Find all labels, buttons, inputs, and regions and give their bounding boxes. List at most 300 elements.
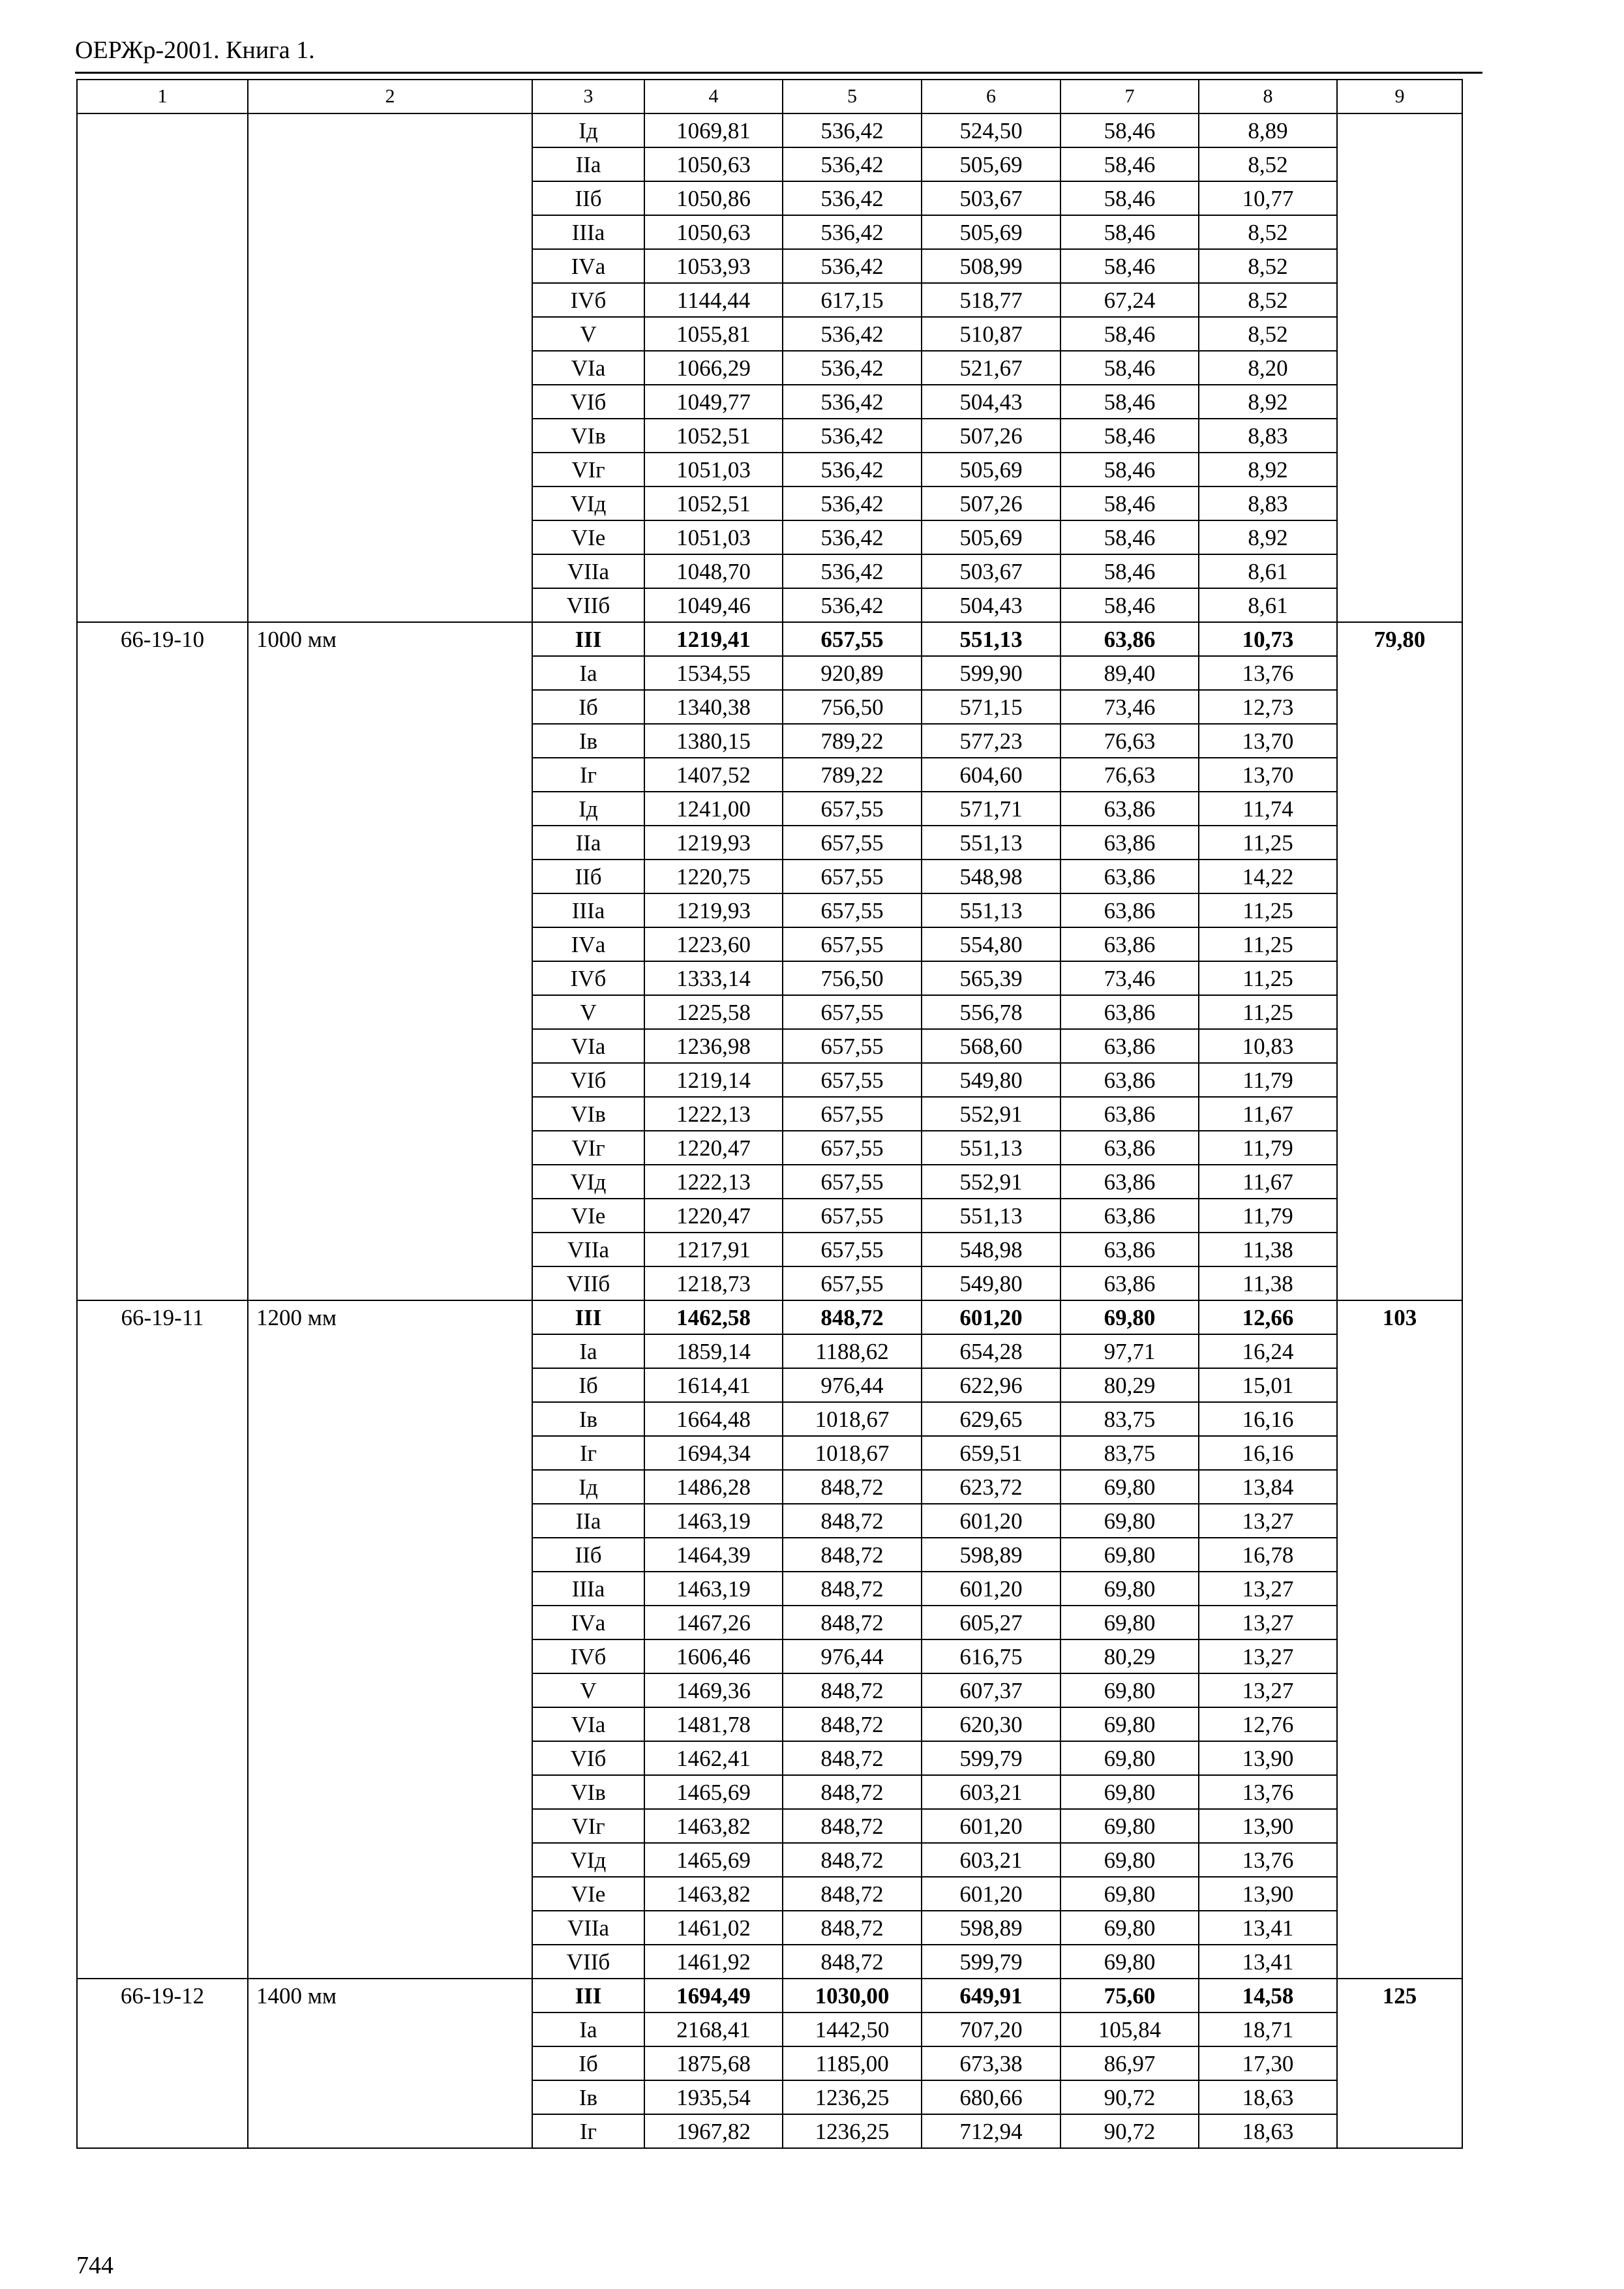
value-cell: 536,42 bbox=[783, 249, 922, 283]
value-cell: 601,20 bbox=[922, 1300, 1060, 1334]
value-cell: 58,46 bbox=[1060, 249, 1199, 283]
value-cell: 503,67 bbox=[922, 554, 1060, 588]
value-cell: 1467,26 bbox=[644, 1606, 783, 1639]
column-header: 3 bbox=[532, 80, 644, 113]
value-cell: 548,98 bbox=[922, 1233, 1060, 1266]
value-cell: 89,40 bbox=[1060, 656, 1199, 690]
column-header: 9 bbox=[1337, 80, 1462, 113]
value-cell: 1694,34 bbox=[644, 1436, 783, 1470]
zone-code-cell: IIб bbox=[532, 1538, 644, 1572]
zone-code-cell: Iг bbox=[532, 2114, 644, 2148]
value-cell: 657,55 bbox=[783, 1233, 922, 1266]
value-cell: 1018,67 bbox=[783, 1436, 922, 1470]
value-cell: 554,80 bbox=[922, 927, 1060, 961]
zone-code-cell: Iд bbox=[532, 113, 644, 147]
zone-code-cell: Iг bbox=[532, 1436, 644, 1470]
zone-code-cell: IVа bbox=[532, 249, 644, 283]
value-cell: 11,25 bbox=[1199, 826, 1337, 860]
value-cell: 505,69 bbox=[922, 520, 1060, 554]
value-cell: 80,29 bbox=[1060, 1368, 1199, 1402]
value-cell: 659,51 bbox=[922, 1436, 1060, 1470]
value-cell: 83,75 bbox=[1060, 1402, 1199, 1436]
value-cell: 58,46 bbox=[1060, 317, 1199, 351]
value-cell: 63,86 bbox=[1060, 826, 1199, 860]
value-cell: 536,42 bbox=[783, 215, 922, 249]
zone-code-cell: VIг bbox=[532, 1131, 644, 1165]
value-cell: 1050,86 bbox=[644, 181, 783, 215]
value-cell: 657,55 bbox=[783, 826, 922, 860]
value-cell: 848,72 bbox=[783, 1911, 922, 1945]
value-cell: 536,42 bbox=[783, 147, 922, 181]
value-cell: 536,42 bbox=[783, 317, 922, 351]
value-cell: 13,41 bbox=[1199, 1945, 1337, 1979]
value-cell: 603,21 bbox=[922, 1775, 1060, 1809]
value-cell: 622,96 bbox=[922, 1368, 1060, 1402]
value-cell: 12,66 bbox=[1199, 1300, 1337, 1334]
value-cell: 1188,62 bbox=[783, 1334, 922, 1368]
value-cell: 1463,19 bbox=[644, 1572, 783, 1606]
value-cell: 76,63 bbox=[1060, 758, 1199, 792]
zone-code-cell: Iв bbox=[532, 2080, 644, 2114]
zone-code-cell: Iа bbox=[532, 2012, 644, 2046]
zone-code-cell: IIIа bbox=[532, 893, 644, 927]
value-cell: 673,38 bbox=[922, 2046, 1060, 2080]
column-9-value: 103 bbox=[1337, 1300, 1462, 1979]
value-cell: 551,13 bbox=[922, 1131, 1060, 1165]
table-row bbox=[77, 1979, 1462, 2012]
zone-code-cell: VIа bbox=[532, 1029, 644, 1063]
value-cell: 69,80 bbox=[1060, 1572, 1199, 1606]
zone-code-cell: VIг bbox=[532, 1809, 644, 1843]
value-cell: 1051,03 bbox=[644, 453, 783, 486]
value-cell: 17,30 bbox=[1199, 2046, 1337, 2080]
value-cell: 11,79 bbox=[1199, 1131, 1337, 1165]
value-cell: 80,29 bbox=[1060, 1639, 1199, 1673]
value-cell: 848,72 bbox=[783, 1707, 922, 1741]
zone-code-cell: VIе bbox=[532, 1199, 644, 1233]
value-cell: 1236,25 bbox=[783, 2114, 922, 2148]
zone-code-cell: III bbox=[532, 1300, 644, 1334]
value-cell: 607,37 bbox=[922, 1673, 1060, 1707]
value-cell: 505,69 bbox=[922, 215, 1060, 249]
value-cell: 58,46 bbox=[1060, 215, 1199, 249]
zone-code-cell: IIб bbox=[532, 860, 644, 893]
zone-code-cell: VIIа bbox=[532, 554, 644, 588]
value-cell: 8,83 bbox=[1199, 419, 1337, 453]
value-cell: 13,27 bbox=[1199, 1673, 1337, 1707]
value-cell: 73,46 bbox=[1060, 690, 1199, 724]
value-cell: 11,25 bbox=[1199, 995, 1337, 1029]
value-cell: 848,72 bbox=[783, 1300, 922, 1334]
item-code bbox=[77, 113, 248, 622]
value-cell: 8,52 bbox=[1199, 147, 1337, 181]
zone-code-cell: V bbox=[532, 995, 644, 1029]
value-cell: 605,27 bbox=[922, 1606, 1060, 1639]
zone-code-cell: Iв bbox=[532, 1402, 644, 1436]
zone-code-cell: VIIа bbox=[532, 1911, 644, 1945]
zone-code-cell: IIб bbox=[532, 181, 644, 215]
value-cell: 58,46 bbox=[1060, 588, 1199, 622]
value-cell: 69,80 bbox=[1060, 1673, 1199, 1707]
value-cell: 67,24 bbox=[1060, 283, 1199, 317]
value-cell: 1219,93 bbox=[644, 826, 783, 860]
value-cell: 63,86 bbox=[1060, 622, 1199, 656]
value-cell: 536,42 bbox=[783, 113, 922, 147]
zone-code-cell: IIа bbox=[532, 1504, 644, 1538]
value-cell: 657,55 bbox=[783, 860, 922, 893]
value-cell: 8,92 bbox=[1199, 520, 1337, 554]
value-cell: 657,55 bbox=[783, 1029, 922, 1063]
value-cell: 8,92 bbox=[1199, 385, 1337, 419]
value-cell: 1048,70 bbox=[644, 554, 783, 588]
value-cell: 63,86 bbox=[1060, 792, 1199, 826]
value-cell: 598,89 bbox=[922, 1538, 1060, 1572]
value-cell: 1463,82 bbox=[644, 1809, 783, 1843]
value-cell: 13,27 bbox=[1199, 1504, 1337, 1538]
item-name: 1200 мм bbox=[248, 1300, 532, 1979]
value-cell: 8,83 bbox=[1199, 486, 1337, 520]
value-cell: 1066,29 bbox=[644, 351, 783, 385]
value-cell: 976,44 bbox=[783, 1368, 922, 1402]
value-cell: 11,25 bbox=[1199, 961, 1337, 995]
value-cell: 58,46 bbox=[1060, 385, 1199, 419]
zone-code-cell: VIIб bbox=[532, 1266, 644, 1300]
value-cell: 69,80 bbox=[1060, 1911, 1199, 1945]
item-code: 66-19-12 bbox=[77, 1979, 248, 2148]
value-cell: 551,13 bbox=[922, 826, 1060, 860]
value-cell: 536,42 bbox=[783, 486, 922, 520]
value-cell: 18,71 bbox=[1199, 2012, 1337, 2046]
value-cell: 1049,77 bbox=[644, 385, 783, 419]
value-cell: 1052,51 bbox=[644, 486, 783, 520]
value-cell: 8,61 bbox=[1199, 588, 1337, 622]
value-cell: 1050,63 bbox=[644, 215, 783, 249]
column-header: 8 bbox=[1199, 80, 1337, 113]
value-cell: 604,60 bbox=[922, 758, 1060, 792]
value-cell: 657,55 bbox=[783, 995, 922, 1029]
value-cell: 756,50 bbox=[783, 690, 922, 724]
value-cell: 504,43 bbox=[922, 588, 1060, 622]
value-cell: 657,55 bbox=[783, 1097, 922, 1131]
value-cell: 1333,14 bbox=[644, 961, 783, 995]
value-cell: 15,01 bbox=[1199, 1368, 1337, 1402]
value-cell: 848,72 bbox=[783, 1673, 922, 1707]
value-cell: 601,20 bbox=[922, 1504, 1060, 1538]
value-cell: 598,89 bbox=[922, 1911, 1060, 1945]
column-9-value: 125 bbox=[1337, 1979, 1462, 2148]
value-cell: 1220,47 bbox=[644, 1199, 783, 1233]
zone-code-cell: VIд bbox=[532, 486, 644, 520]
value-cell: 13,27 bbox=[1199, 1639, 1337, 1673]
value-cell: 616,75 bbox=[922, 1639, 1060, 1673]
value-cell: 536,42 bbox=[783, 588, 922, 622]
zone-code-cell: IIа bbox=[532, 147, 644, 181]
value-cell: 58,46 bbox=[1060, 520, 1199, 554]
value-cell: 8,20 bbox=[1199, 351, 1337, 385]
value-cell: 58,46 bbox=[1060, 351, 1199, 385]
value-cell: 1461,02 bbox=[644, 1911, 783, 1945]
value-cell: 556,78 bbox=[922, 995, 1060, 1029]
value-cell: 16,24 bbox=[1199, 1334, 1337, 1368]
zone-code-cell: Iд bbox=[532, 792, 644, 826]
value-cell: 58,46 bbox=[1060, 486, 1199, 520]
zone-code-cell: IVа bbox=[532, 1606, 644, 1639]
value-cell: 848,72 bbox=[783, 1470, 922, 1504]
value-cell: 620,30 bbox=[922, 1707, 1060, 1741]
value-cell: 1461,92 bbox=[644, 1945, 783, 1979]
value-cell: 1340,38 bbox=[644, 690, 783, 724]
value-cell: 1875,68 bbox=[644, 2046, 783, 2080]
value-cell: 1218,73 bbox=[644, 1266, 783, 1300]
value-cell: 548,98 bbox=[922, 860, 1060, 893]
value-cell: 1465,69 bbox=[644, 1775, 783, 1809]
value-cell: 11,79 bbox=[1199, 1199, 1337, 1233]
zone-code-cell: III bbox=[532, 1979, 644, 2012]
value-cell: 551,13 bbox=[922, 1199, 1060, 1233]
zone-code-cell: IVб bbox=[532, 1639, 644, 1673]
table-row bbox=[77, 113, 1462, 147]
value-cell: 657,55 bbox=[783, 893, 922, 927]
value-cell: 1051,03 bbox=[644, 520, 783, 554]
value-cell: 657,55 bbox=[783, 792, 922, 826]
value-cell: 16,78 bbox=[1199, 1538, 1337, 1572]
zone-code-cell: IIа bbox=[532, 826, 644, 860]
zone-code-cell: VIIб bbox=[532, 588, 644, 622]
value-cell: 848,72 bbox=[783, 1775, 922, 1809]
value-cell: 1967,82 bbox=[644, 2114, 783, 2148]
value-cell: 629,65 bbox=[922, 1402, 1060, 1436]
value-cell: 756,50 bbox=[783, 961, 922, 995]
value-cell: 601,20 bbox=[922, 1572, 1060, 1606]
value-cell: 599,79 bbox=[922, 1741, 1060, 1775]
value-cell: 1030,00 bbox=[783, 1979, 922, 2012]
zone-code-cell: VIIб bbox=[532, 1945, 644, 1979]
value-cell: 1462,58 bbox=[644, 1300, 783, 1334]
table-row bbox=[77, 622, 1462, 656]
value-cell: 10,77 bbox=[1199, 181, 1337, 215]
value-cell: 1185,00 bbox=[783, 2046, 922, 2080]
value-cell: 13,90 bbox=[1199, 1877, 1337, 1911]
value-cell: 75,60 bbox=[1060, 1979, 1199, 2012]
value-cell: 16,16 bbox=[1199, 1402, 1337, 1436]
zone-code-cell: Iа bbox=[532, 1334, 644, 1368]
value-cell: 848,72 bbox=[783, 1741, 922, 1775]
value-cell: 503,67 bbox=[922, 181, 1060, 215]
value-cell: 505,69 bbox=[922, 453, 1060, 486]
value-cell: 8,92 bbox=[1199, 453, 1337, 486]
value-cell: 565,39 bbox=[922, 961, 1060, 995]
zone-code-cell: Iд bbox=[532, 1470, 644, 1504]
value-cell: 551,13 bbox=[922, 622, 1060, 656]
value-cell: 13,27 bbox=[1199, 1606, 1337, 1639]
column-header: 2 bbox=[248, 80, 532, 113]
page-header-title: ОЕРЖр-2001. Книга 1. bbox=[75, 37, 315, 64]
value-cell: 657,55 bbox=[783, 1266, 922, 1300]
value-cell: 73,46 bbox=[1060, 961, 1199, 995]
value-cell: 8,52 bbox=[1199, 249, 1337, 283]
value-cell: 1053,93 bbox=[644, 249, 783, 283]
value-cell: 1463,82 bbox=[644, 1877, 783, 1911]
value-cell: 1694,49 bbox=[644, 1979, 783, 2012]
value-cell: 1217,91 bbox=[644, 1233, 783, 1266]
value-cell: 1220,47 bbox=[644, 1131, 783, 1165]
value-cell: 69,80 bbox=[1060, 1707, 1199, 1741]
value-cell: 571,71 bbox=[922, 792, 1060, 826]
value-cell: 69,80 bbox=[1060, 1843, 1199, 1877]
value-cell: 518,77 bbox=[922, 283, 1060, 317]
value-cell: 536,42 bbox=[783, 351, 922, 385]
value-cell: 1236,25 bbox=[783, 2080, 922, 2114]
value-cell: 11,38 bbox=[1199, 1233, 1337, 1266]
value-cell: 508,99 bbox=[922, 249, 1060, 283]
value-cell: 571,15 bbox=[922, 690, 1060, 724]
value-cell: 848,72 bbox=[783, 1606, 922, 1639]
zone-code-cell: VIб bbox=[532, 1063, 644, 1097]
value-cell: 69,80 bbox=[1060, 1606, 1199, 1639]
value-cell: 1614,41 bbox=[644, 1368, 783, 1402]
value-cell: 504,43 bbox=[922, 385, 1060, 419]
value-cell: 13,70 bbox=[1199, 758, 1337, 792]
value-cell: 11,25 bbox=[1199, 927, 1337, 961]
value-cell: 58,46 bbox=[1060, 113, 1199, 147]
value-cell: 536,42 bbox=[783, 453, 922, 486]
column-9-value: 79,80 bbox=[1337, 622, 1462, 1300]
value-cell: 603,21 bbox=[922, 1843, 1060, 1877]
zone-code-cell: V bbox=[532, 1673, 644, 1707]
zone-code-cell: IVб bbox=[532, 961, 644, 995]
value-cell: 1018,67 bbox=[783, 1402, 922, 1436]
value-cell: 13,76 bbox=[1199, 1843, 1337, 1877]
value-cell: 848,72 bbox=[783, 1572, 922, 1606]
value-cell: 1220,75 bbox=[644, 860, 783, 893]
value-cell: 69,80 bbox=[1060, 1775, 1199, 1809]
zone-code-cell: VIе bbox=[532, 520, 644, 554]
value-cell: 1241,00 bbox=[644, 792, 783, 826]
value-cell: 920,89 bbox=[783, 656, 922, 690]
value-cell: 69,80 bbox=[1060, 1741, 1199, 1775]
value-cell: 657,55 bbox=[783, 1131, 922, 1165]
column-header: 1 bbox=[77, 80, 248, 113]
value-cell: 848,72 bbox=[783, 1945, 922, 1979]
value-cell: 549,80 bbox=[922, 1266, 1060, 1300]
value-cell: 1222,13 bbox=[644, 1097, 783, 1131]
value-cell: 1219,93 bbox=[644, 893, 783, 927]
value-cell: 69,80 bbox=[1060, 1809, 1199, 1843]
column-header: 6 bbox=[922, 80, 1060, 113]
zone-code-cell: VIд bbox=[532, 1843, 644, 1877]
value-cell: 14,58 bbox=[1199, 1979, 1337, 2012]
column-9-value bbox=[1337, 113, 1462, 622]
zone-code-cell: VIа bbox=[532, 1707, 644, 1741]
value-cell: 1219,41 bbox=[644, 622, 783, 656]
value-cell: 63,86 bbox=[1060, 860, 1199, 893]
value-cell: 1464,39 bbox=[644, 1538, 783, 1572]
zone-code-cell: Iг bbox=[532, 758, 644, 792]
value-cell: 1465,69 bbox=[644, 1843, 783, 1877]
value-cell: 8,52 bbox=[1199, 283, 1337, 317]
value-cell: 707,20 bbox=[922, 2012, 1060, 2046]
value-cell: 63,86 bbox=[1060, 1131, 1199, 1165]
value-cell: 1534,55 bbox=[644, 656, 783, 690]
item-code: 66-19-10 bbox=[77, 622, 248, 1300]
value-cell: 577,23 bbox=[922, 724, 1060, 758]
value-cell: 14,22 bbox=[1199, 860, 1337, 893]
value-cell: 58,46 bbox=[1060, 453, 1199, 486]
value-cell: 510,87 bbox=[922, 317, 1060, 351]
value-cell: 13,76 bbox=[1199, 1775, 1337, 1809]
zone-code-cell: IIIа bbox=[532, 215, 644, 249]
value-cell: 69,80 bbox=[1060, 1877, 1199, 1911]
zone-code-cell: VIг bbox=[532, 453, 644, 486]
value-cell: 552,91 bbox=[922, 1165, 1060, 1199]
value-cell: 12,73 bbox=[1199, 690, 1337, 724]
value-cell: 507,26 bbox=[922, 419, 1060, 453]
value-cell: 2168,41 bbox=[644, 2012, 783, 2046]
value-cell: 58,46 bbox=[1060, 554, 1199, 588]
value-cell: 69,80 bbox=[1060, 1300, 1199, 1334]
value-cell: 1144,44 bbox=[644, 283, 783, 317]
value-cell: 524,50 bbox=[922, 113, 1060, 147]
value-cell: 551,13 bbox=[922, 893, 1060, 927]
value-cell: 63,86 bbox=[1060, 995, 1199, 1029]
value-cell: 63,86 bbox=[1060, 1063, 1199, 1097]
value-cell: 976,44 bbox=[783, 1639, 922, 1673]
zone-code-cell: VIд bbox=[532, 1165, 644, 1199]
value-cell: 69,80 bbox=[1060, 1538, 1199, 1572]
zone-code-cell: VIв bbox=[532, 419, 644, 453]
value-cell: 1052,51 bbox=[644, 419, 783, 453]
value-cell: 63,86 bbox=[1060, 893, 1199, 927]
item-name: 1000 мм bbox=[248, 622, 532, 1300]
value-cell: 105,84 bbox=[1060, 2012, 1199, 2046]
zone-code-cell: Iб bbox=[532, 2046, 644, 2080]
column-header: 4 bbox=[644, 80, 783, 113]
value-cell: 536,42 bbox=[783, 520, 922, 554]
value-cell: 1069,81 bbox=[644, 113, 783, 147]
zone-code-cell: VIв bbox=[532, 1097, 644, 1131]
value-cell: 86,97 bbox=[1060, 2046, 1199, 2080]
zone-code-cell: VIа bbox=[532, 351, 644, 385]
value-cell: 1481,78 bbox=[644, 1707, 783, 1741]
value-cell: 657,55 bbox=[783, 1165, 922, 1199]
value-cell: 505,69 bbox=[922, 147, 1060, 181]
value-cell: 69,80 bbox=[1060, 1470, 1199, 1504]
value-cell: 1407,52 bbox=[644, 758, 783, 792]
value-cell: 789,22 bbox=[783, 758, 922, 792]
value-cell: 617,15 bbox=[783, 283, 922, 317]
value-cell: 568,60 bbox=[922, 1029, 1060, 1063]
value-cell: 13,90 bbox=[1199, 1809, 1337, 1843]
value-cell: 507,26 bbox=[922, 486, 1060, 520]
value-cell: 18,63 bbox=[1199, 2080, 1337, 2114]
value-cell: 657,55 bbox=[783, 1199, 922, 1233]
value-cell: 83,75 bbox=[1060, 1436, 1199, 1470]
zone-code-cell: Iб bbox=[532, 690, 644, 724]
value-cell: 11,67 bbox=[1199, 1097, 1337, 1131]
zone-code-cell: Iб bbox=[532, 1368, 644, 1402]
value-cell: 848,72 bbox=[783, 1504, 922, 1538]
value-cell: 712,94 bbox=[922, 2114, 1060, 2148]
value-cell: 90,72 bbox=[1060, 2114, 1199, 2148]
value-cell: 599,79 bbox=[922, 1945, 1060, 1979]
value-cell: 789,22 bbox=[783, 724, 922, 758]
zone-code-cell: VIб bbox=[532, 385, 644, 419]
value-cell: 13,41 bbox=[1199, 1911, 1337, 1945]
value-cell: 1236,98 bbox=[644, 1029, 783, 1063]
value-cell: 58,46 bbox=[1060, 147, 1199, 181]
value-cell: 11,79 bbox=[1199, 1063, 1337, 1097]
value-cell: 1219,14 bbox=[644, 1063, 783, 1097]
